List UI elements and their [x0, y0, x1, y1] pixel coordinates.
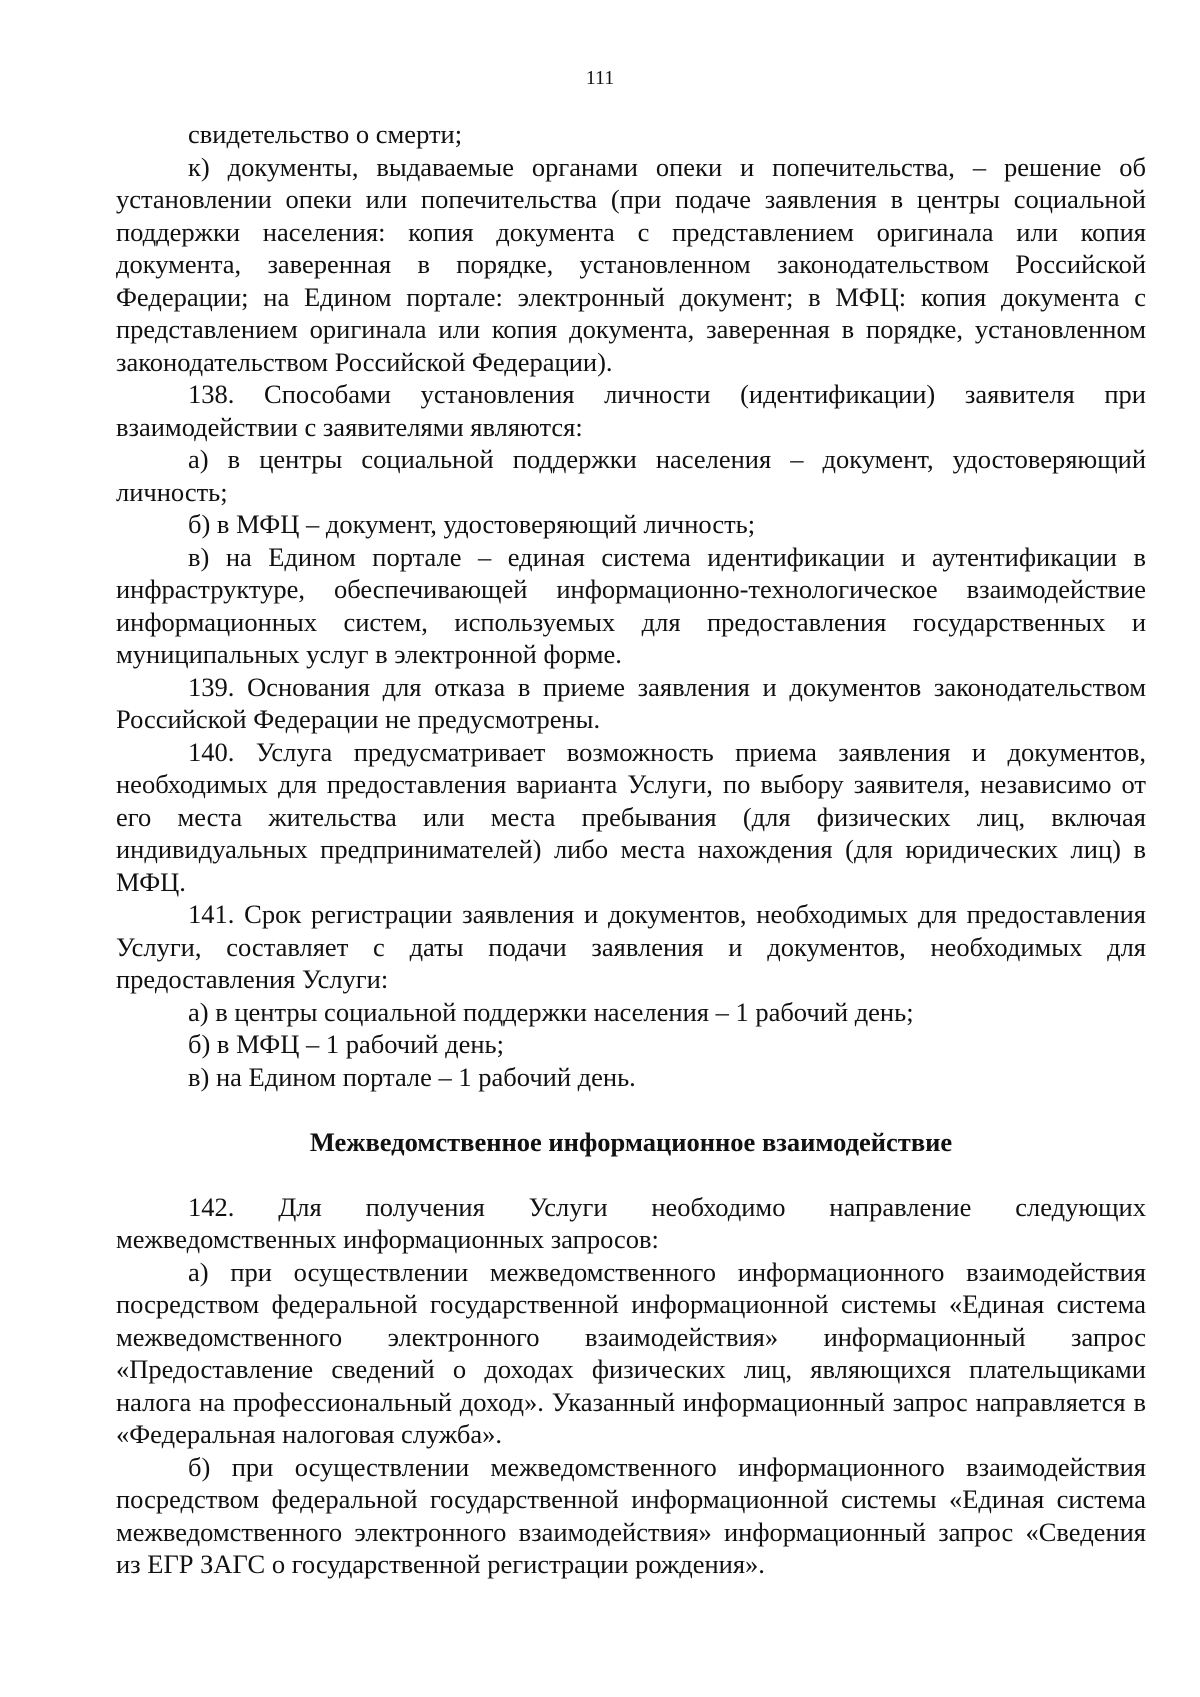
paragraph-139: 139. Основания для отказа в приеме заявления и документов законодательством Российской Федерации не предусмотрены. — [116, 671, 1146, 734]
paragraph-138-a: а) в центры социальной поддержки населения – документ, удостоверяющий личность; — [116, 444, 1146, 507]
document-body — [116, 118, 1146, 1581]
paragraph-138-b: б) в МФЦ – документ, удостоверяющий личность; — [188, 509, 756, 539]
paragraph-140: 140. Услуга предусматривает возможность приема заявления и документов, необходимых для предоставления варианта Услуги, по выбору заявителя, независимо от его места жительства или места пребывания (для физических лиц, включая индивидуальных предпринимателей) либо места нахождения (для юридических лиц) в МФЦ. — [116, 736, 1146, 897]
page-number: 111 — [585, 67, 615, 89]
paragraph-141-v: в) на Едином портале – 1 рабочий день. — [188, 1061, 636, 1092]
paragraph-death-certificate: свидетельство о смерти; — [188, 119, 463, 149]
paragraph-141-a: а) в центры социальной поддержки населения – 1 рабочий день; — [188, 996, 914, 1027]
paragraph-141: 141. Срок регистрации заявления и документов, необходимых для предоставления Услуги, составляет с даты подачи заявления и документов, необходимых для предоставления Услуги: — [116, 899, 1146, 994]
paragraph-guardianship-documents: к) документы, выдаваемые органами опеки и попечительства, – решение об установлении опеки или попечительства (при подаче заявления в центры социальной поддержки населения: копия документа с представлением оригинала или копия документа, заверенная в порядке, установленном законодательством Российской Федерации; на Едином портале: электронный документ; в МФЦ: копия документа с представлением оригинала или копия документа, заверенная в порядке, установленном законодательством Российской Федерации). — [116, 151, 1146, 377]
section-heading: Межведомственное информационное взаимодействие — [309, 1127, 953, 1157]
paragraph-142-a: а) при осуществлении межведомственного информационного взаимодействия посредством федеральной государственной информационной системы «Единая система межведомственного электронного взаимодействия» информационный запрос «Предоставление сведений о доходах физических лиц, являющихся плательщиками налога на профессиональный доход». Указанный информационный запрос направляется в «Федеральная налоговая служба». — [116, 1256, 1146, 1449]
paragraph-142: 142. Для получения Услуги необходимо направление следующих межведомственных информационных запросов: — [116, 1191, 1146, 1254]
paragraph-142-b: б) при осуществлении межведомственного информационного взаимодействия посредством федеральной государственной информационной системы «Единая система межведомственного электронного взаимодействия» информационный запрос «Сведения из ЕГР ЗАГС о государственной регистрации рождения». — [116, 1451, 1146, 1579]
paragraph-138: 138. Способами установления личности (идентификации) заявителя при взаимодействии с заявителями являются: — [116, 379, 1146, 442]
paragraph-141-b: б) в МФЦ – 1 рабочий день; — [188, 1029, 504, 1059]
paragraph-138-v: в) на Едином портале – единая система идентификации и аутентификации в инфраструктуре, обеспечивающей информационно-технологическое взаимодействие информационных систем, используемых для предоставления государственных и муниципальных услуг в электронной форме. — [116, 541, 1146, 669]
